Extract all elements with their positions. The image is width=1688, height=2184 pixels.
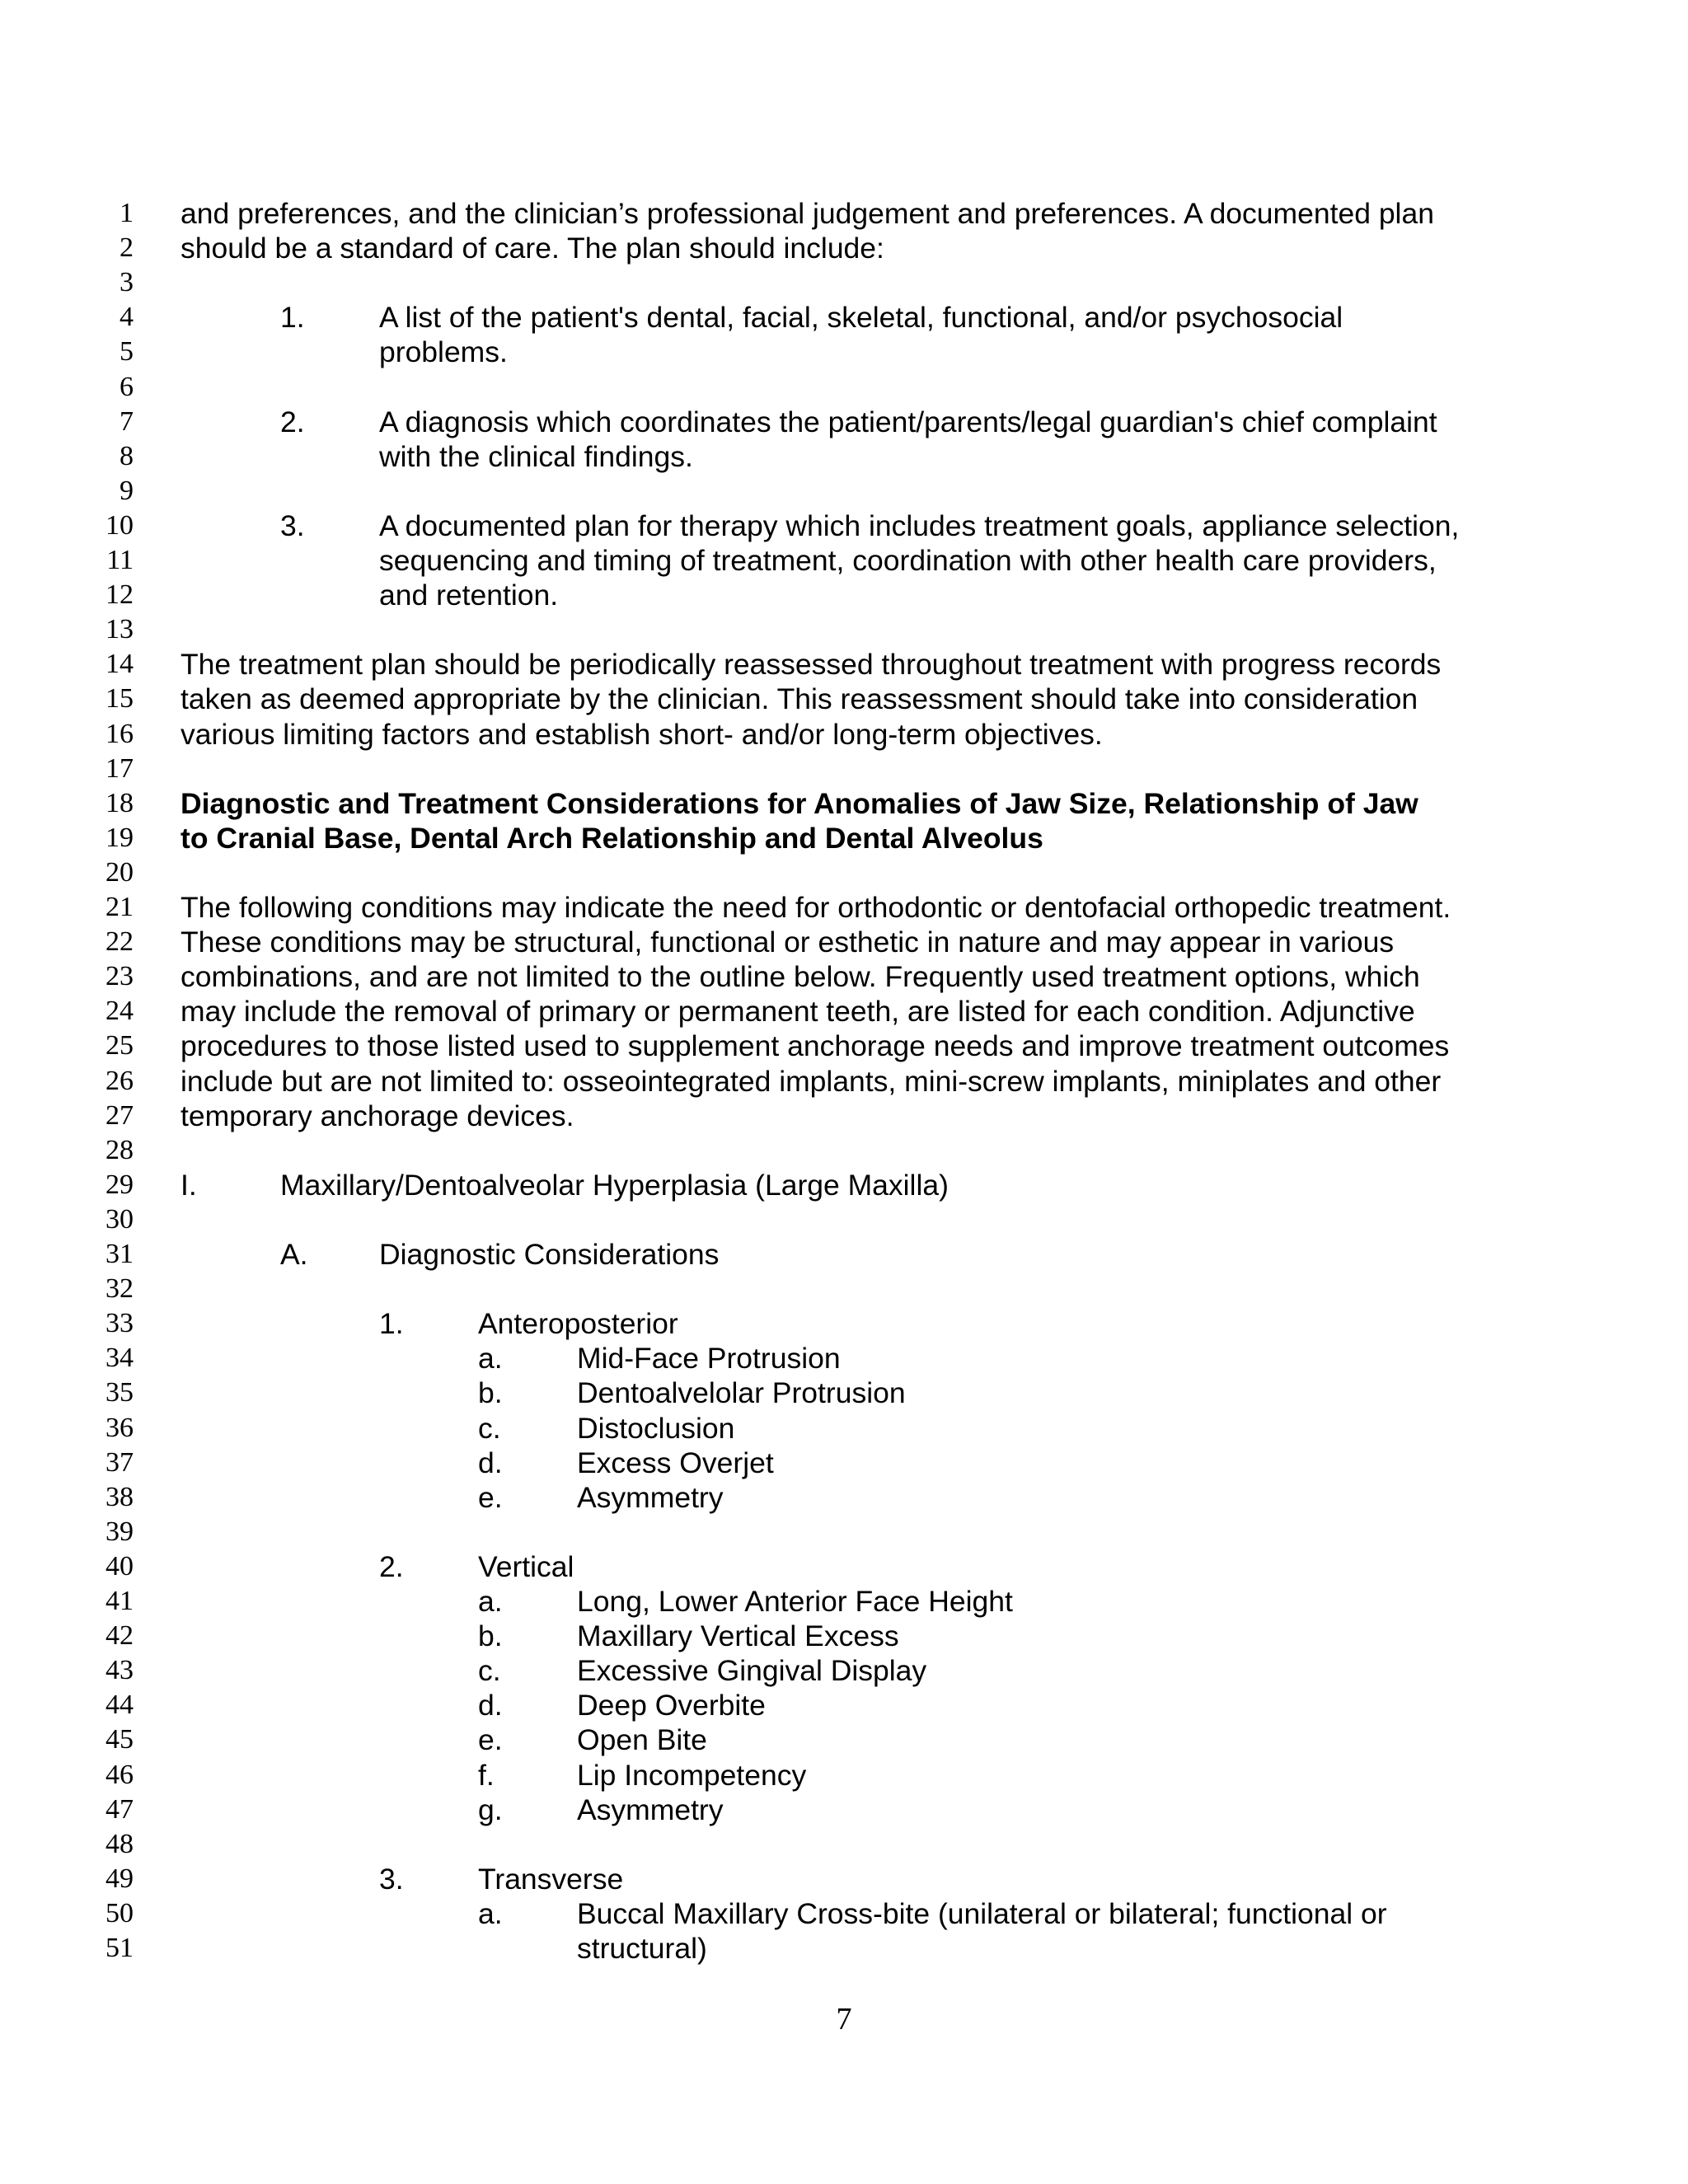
document-line xyxy=(0,231,1688,265)
document-line xyxy=(0,752,1688,786)
document-line xyxy=(0,890,1688,925)
list-marker: b. xyxy=(478,1376,503,1410)
document-line xyxy=(0,1341,1688,1376)
page-number: 7 xyxy=(836,2002,852,2036)
list-marker: g. xyxy=(478,1793,503,1826)
document-line xyxy=(0,1827,1688,1862)
document-line xyxy=(0,1931,1688,1966)
line-text: temporary anchorage devices. xyxy=(181,1099,574,1132)
line-number: 13 xyxy=(106,614,134,645)
line-text: The following conditions may indicate the need for orthodontic or dentofacial orthopedic treatment. xyxy=(181,891,1451,924)
document-line xyxy=(0,1376,1688,1410)
line-number: 24 xyxy=(106,996,134,1027)
line-number: 37 xyxy=(106,1446,134,1478)
document-line xyxy=(0,509,1688,543)
document-line xyxy=(0,994,1688,1029)
document-line xyxy=(0,196,1688,231)
list-marker: a. xyxy=(478,1342,503,1376)
list-marker: d. xyxy=(478,1446,503,1479)
list-marker: c. xyxy=(478,1411,501,1445)
document-line xyxy=(0,1029,1688,1063)
line-text: Maxillary Vertical Excess xyxy=(577,1619,899,1653)
line-text: should be a standard of care. The plan should include: xyxy=(181,232,884,265)
line-number: 17 xyxy=(106,752,134,784)
line-text: Vertical xyxy=(478,1549,574,1583)
list-marker: e. xyxy=(478,1723,503,1757)
line-number: 16 xyxy=(106,718,134,749)
list-marker: A. xyxy=(280,1238,308,1271)
line-number: 27 xyxy=(106,1099,134,1131)
document-line xyxy=(0,1480,1688,1515)
document-line xyxy=(0,1133,1688,1168)
document-line xyxy=(0,370,1688,405)
line-text: Distoclusion xyxy=(577,1411,735,1445)
list-marker: a. xyxy=(478,1896,503,1930)
line-text: A documented plan for therapy which includes treatment goals, appliance selection, xyxy=(379,509,1460,542)
line-number: 50 xyxy=(106,1897,134,1929)
list-marker: 2. xyxy=(379,1549,404,1583)
section-heading-text: to Cranial Base, Dental Arch Relationship and Dental Alveolus xyxy=(181,821,1043,855)
line-number: 40 xyxy=(106,1550,134,1582)
line-number: 23 xyxy=(106,961,134,992)
line-number: 6 xyxy=(120,371,134,402)
line-text: include but are not limited to: osseointegrated implants, mini-screw implants, miniplates and other xyxy=(181,1064,1442,1098)
document-line xyxy=(0,1306,1688,1341)
line-text: Maxillary/Dentoalveolar Hyperplasia (Large Maxilla) xyxy=(280,1168,949,1202)
line-number: 3 xyxy=(120,267,134,298)
line-number: 18 xyxy=(106,787,134,818)
line-number: 15 xyxy=(106,683,134,715)
line-text: Excess Overjet xyxy=(577,1446,774,1479)
line-text: Open Bite xyxy=(577,1723,707,1757)
document-line xyxy=(0,335,1688,369)
line-text: Deep Overbite xyxy=(577,1689,766,1722)
section-heading-text: Diagnostic and Treatment Considerations for Anomalies of Jaw Size, Relationship of Jaw xyxy=(181,786,1418,820)
document-line xyxy=(0,1584,1688,1619)
document-line xyxy=(0,1619,1688,1653)
line-number: 45 xyxy=(106,1724,134,1755)
list-marker: f. xyxy=(478,1758,495,1792)
line-number: 9 xyxy=(120,475,134,506)
line-text: Anteroposterior xyxy=(478,1307,678,1341)
line-number: 39 xyxy=(106,1516,134,1547)
document-line xyxy=(0,612,1688,647)
document-line xyxy=(0,821,1688,855)
line-text: Asymmetry xyxy=(577,1793,724,1826)
list-marker: b. xyxy=(478,1619,503,1653)
line-number: 8 xyxy=(120,440,134,471)
line-number: 22 xyxy=(106,926,134,958)
line-number: 7 xyxy=(120,405,134,437)
document-line xyxy=(0,439,1688,474)
line-number: 32 xyxy=(106,1273,134,1305)
document-line xyxy=(0,405,1688,439)
line-number: 4 xyxy=(120,302,134,333)
line-text: A diagnosis which coordinates the patient/parents/legal guardian's chief complaint xyxy=(379,405,1437,438)
line-number: 43 xyxy=(106,1655,134,1686)
line-number: 11 xyxy=(106,545,134,575)
document-line xyxy=(0,1722,1688,1757)
line-text: Transverse xyxy=(478,1862,624,1896)
line-text: various limiting factors and establish short- and/or long-term objectives. xyxy=(181,717,1103,751)
document-line xyxy=(0,1549,1688,1584)
line-text: These conditions may be structural, functional or esthetic in nature and may appear in various xyxy=(181,926,1395,959)
document-line xyxy=(0,1168,1688,1202)
document-line xyxy=(0,855,1688,890)
line-text: combinations, and are not limited to the outline below. Frequently used treatment options, which xyxy=(181,960,1420,994)
line-number: 35 xyxy=(106,1377,134,1408)
document-line xyxy=(0,1653,1688,1688)
line-text: Dentoalvelolar Protrusion xyxy=(577,1376,906,1410)
document-line xyxy=(0,1237,1688,1272)
line-number: 1 xyxy=(120,198,134,228)
document-line xyxy=(0,578,1688,612)
line-text: The treatment plan should be periodically reassessed throughout treatment with progress records xyxy=(181,648,1442,682)
line-text: and retention. xyxy=(379,579,559,612)
document-line xyxy=(0,1688,1688,1722)
line-text: structural) xyxy=(577,1932,707,1965)
document-line xyxy=(0,1202,1688,1237)
line-number: 29 xyxy=(106,1169,134,1200)
list-marker: 3. xyxy=(280,509,305,542)
line-number: 48 xyxy=(106,1828,134,1859)
document-line xyxy=(0,959,1688,994)
document-line xyxy=(0,786,1688,821)
document-line xyxy=(0,717,1688,752)
line-text: with the clinical findings. xyxy=(379,439,693,473)
line-number: 25 xyxy=(106,1030,134,1062)
document-line xyxy=(0,1862,1688,1896)
document-line xyxy=(0,300,1688,335)
line-number: 42 xyxy=(106,1620,134,1652)
line-text: taken as deemed appropriate by the clinician. This reassessment should take into consideration xyxy=(181,682,1418,716)
list-marker: I. xyxy=(181,1168,197,1202)
line-number: 47 xyxy=(106,1793,134,1825)
line-number: 44 xyxy=(106,1690,134,1721)
line-text: A list of the patient's dental, facial, skeletal, functional, and/or psychosocial xyxy=(379,301,1343,335)
document-line xyxy=(0,1272,1688,1306)
document-line xyxy=(0,925,1688,959)
line-number: 28 xyxy=(106,1134,134,1165)
line-number: 41 xyxy=(106,1586,134,1616)
line-number: 21 xyxy=(106,892,134,922)
line-text: and preferences, and the clinician’s professional judgement and preferences. A documented plan xyxy=(181,197,1434,230)
line-number: 20 xyxy=(106,856,134,888)
line-text: Long, Lower Anterior Face Height xyxy=(577,1585,1013,1618)
list-marker: 1. xyxy=(379,1307,404,1341)
line-number: 14 xyxy=(106,649,134,680)
list-marker: d. xyxy=(478,1689,503,1722)
list-marker: 1. xyxy=(280,301,305,335)
line-number: 2 xyxy=(120,232,134,264)
line-text: Diagnostic Considerations xyxy=(379,1238,720,1271)
document-line xyxy=(0,1411,1688,1446)
list-marker: a. xyxy=(478,1585,503,1618)
line-text: may include the removal of primary or permanent teeth, are listed for each condition. Adjunctive xyxy=(181,995,1415,1029)
list-marker: 2. xyxy=(280,405,305,438)
line-text: procedures to those listed used to supplement anchorage needs and improve treatment outcomes xyxy=(181,1029,1450,1063)
line-number: 10 xyxy=(106,509,134,541)
document-line xyxy=(0,1896,1688,1931)
list-marker: e. xyxy=(478,1480,503,1514)
line-number: 33 xyxy=(106,1308,134,1339)
line-text: Mid-Face Protrusion xyxy=(577,1342,841,1376)
document-line xyxy=(0,474,1688,509)
line-text: sequencing and timing of treatment, coordination with other health care providers, xyxy=(379,544,1437,577)
line-number: 26 xyxy=(106,1065,134,1096)
line-number: 51 xyxy=(106,1933,134,1963)
line-text: Buccal Maxillary Cross-bite (unilateral or bilateral; functional or xyxy=(577,1896,1387,1930)
line-number: 34 xyxy=(106,1343,134,1374)
document-line xyxy=(0,1793,1688,1827)
line-number: 30 xyxy=(106,1203,134,1235)
line-text: Asymmetry xyxy=(577,1480,724,1514)
line-text: Lip Incompetency xyxy=(577,1758,807,1792)
document-line xyxy=(0,543,1688,578)
line-number: 36 xyxy=(106,1412,134,1443)
line-number: 38 xyxy=(106,1481,134,1512)
document-line xyxy=(0,1515,1688,1549)
line-number: 31 xyxy=(106,1239,134,1269)
document-line xyxy=(0,682,1688,716)
document-line xyxy=(0,1758,1688,1793)
line-text: problems. xyxy=(379,335,508,369)
document-line xyxy=(0,1446,1688,1480)
line-number: 12 xyxy=(106,579,134,611)
document-line xyxy=(0,647,1688,682)
document-line xyxy=(0,1099,1688,1133)
line-number: 5 xyxy=(120,336,134,368)
document-line xyxy=(0,265,1688,300)
line-text: Excessive Gingival Display xyxy=(577,1654,927,1688)
list-marker: 3. xyxy=(379,1862,404,1896)
document-line xyxy=(0,1064,1688,1099)
line-number: 49 xyxy=(106,1863,134,1894)
list-marker: c. xyxy=(478,1654,501,1688)
line-number: 46 xyxy=(106,1759,134,1790)
line-number: 19 xyxy=(106,822,134,853)
